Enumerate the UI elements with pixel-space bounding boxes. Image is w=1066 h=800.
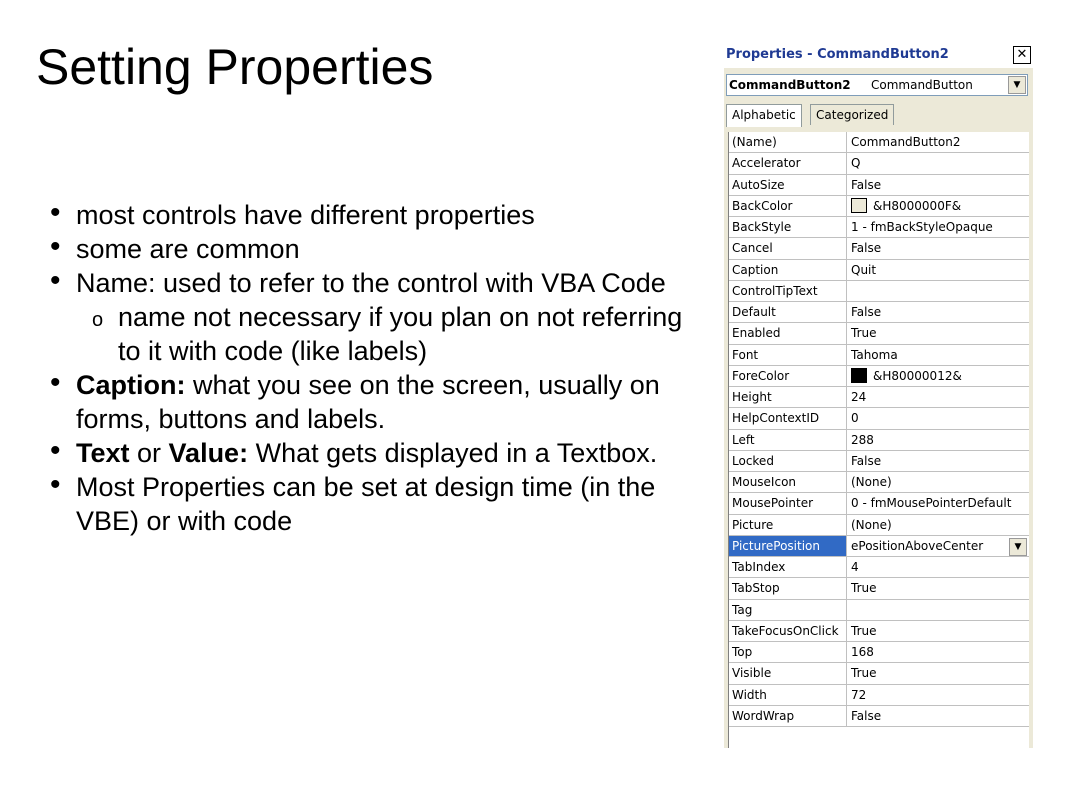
property-value-text: Q bbox=[851, 156, 861, 171]
property-value[interactable] bbox=[847, 642, 1029, 662]
property-value[interactable] bbox=[847, 430, 1029, 450]
property-value-text: Quit bbox=[851, 262, 877, 277]
property-row[interactable] bbox=[729, 557, 1029, 578]
property-value[interactable] bbox=[847, 536, 1029, 556]
property-value-text: False bbox=[851, 305, 882, 320]
property-value[interactable] bbox=[847, 387, 1029, 407]
property-value[interactable] bbox=[847, 472, 1029, 492]
object-type: CommandButton bbox=[871, 78, 973, 92]
property-name[interactable]: Width bbox=[729, 685, 847, 705]
property-name[interactable]: Top bbox=[729, 642, 847, 662]
property-value[interactable] bbox=[847, 451, 1029, 471]
property-row[interactable] bbox=[729, 642, 1029, 663]
bullet-text: most controls have different properties bbox=[76, 200, 535, 230]
object-name: CommandButton2 bbox=[729, 78, 851, 92]
bullet-item bbox=[50, 368, 710, 436]
bullet-text: what you see on the screen, usually on forms, buttons and labels. bbox=[76, 370, 660, 434]
property-name[interactable]: MousePointer bbox=[729, 493, 847, 513]
property-value[interactable] bbox=[847, 663, 1029, 683]
property-value[interactable] bbox=[847, 345, 1029, 365]
property-value[interactable] bbox=[847, 685, 1029, 705]
property-value[interactable] bbox=[847, 366, 1029, 386]
property-value-text: Tahoma bbox=[851, 347, 898, 362]
property-value[interactable] bbox=[847, 196, 1029, 216]
object-selector-dropdown[interactable] bbox=[726, 74, 1028, 96]
property-value[interactable] bbox=[847, 600, 1029, 620]
property-value-text: (None) bbox=[851, 475, 892, 490]
property-row[interactable] bbox=[729, 578, 1029, 599]
property-name[interactable]: Locked bbox=[729, 451, 847, 471]
chevron-down-icon[interactable]: ▼ bbox=[1008, 76, 1026, 94]
property-value[interactable] bbox=[847, 175, 1029, 195]
property-name[interactable]: Left bbox=[729, 430, 847, 450]
tab-categorized[interactable]: Categorized bbox=[810, 104, 894, 125]
property-value[interactable] bbox=[847, 621, 1029, 641]
property-name[interactable]: Font bbox=[729, 345, 847, 365]
property-value-text: 168 bbox=[851, 645, 874, 660]
property-name[interactable]: TabStop bbox=[729, 578, 847, 598]
property-name[interactable]: ControlTipText bbox=[729, 281, 847, 301]
bullet-bold-text: Text bbox=[76, 438, 130, 468]
property-row[interactable] bbox=[729, 238, 1029, 259]
property-value-text: CommandButton2 bbox=[851, 135, 961, 150]
property-name[interactable]: ForeColor bbox=[729, 366, 847, 386]
property-name[interactable]: HelpContextID bbox=[729, 408, 847, 428]
property-row[interactable] bbox=[729, 132, 1029, 153]
property-value-text: False bbox=[851, 241, 882, 256]
property-row[interactable] bbox=[729, 685, 1029, 706]
property-name[interactable]: Accelerator bbox=[729, 153, 847, 173]
property-value[interactable] bbox=[847, 578, 1029, 598]
property-name[interactable]: TakeFocusOnClick bbox=[729, 621, 847, 641]
property-value[interactable] bbox=[847, 238, 1029, 258]
property-value[interactable] bbox=[847, 493, 1029, 513]
property-name[interactable]: Visible bbox=[729, 663, 847, 683]
property-name[interactable]: Enabled bbox=[729, 323, 847, 343]
property-value-text: True bbox=[851, 581, 877, 596]
property-name[interactable]: Height bbox=[729, 387, 847, 407]
property-value-text: 4 bbox=[851, 560, 859, 575]
property-row[interactable] bbox=[729, 536, 1029, 557]
property-grid bbox=[728, 132, 1029, 748]
property-value[interactable] bbox=[847, 706, 1029, 726]
bullet-text: some are common bbox=[76, 234, 300, 264]
property-row[interactable] bbox=[729, 621, 1029, 642]
property-row[interactable] bbox=[729, 302, 1029, 323]
property-row[interactable] bbox=[729, 706, 1029, 727]
property-row[interactable] bbox=[729, 451, 1029, 472]
bullet-text: Most Properties can be set at design time (in the VBE) or with code bbox=[76, 472, 656, 536]
property-row[interactable] bbox=[729, 387, 1029, 408]
property-row[interactable] bbox=[729, 663, 1029, 684]
bullet-item bbox=[50, 232, 710, 266]
property-value-text: False bbox=[851, 453, 882, 468]
property-row[interactable] bbox=[729, 493, 1029, 514]
property-name[interactable]: BackStyle bbox=[729, 217, 847, 237]
property-row[interactable] bbox=[729, 408, 1029, 429]
property-value-text: True bbox=[851, 623, 877, 638]
properties-tabs bbox=[726, 104, 1026, 126]
bullet-list bbox=[50, 198, 710, 538]
bullet-text: Name: used to refer to the control with VBA Code bbox=[76, 268, 666, 298]
property-row[interactable] bbox=[729, 323, 1029, 344]
property-value-text: &H80000012& bbox=[873, 368, 962, 383]
bullet-item bbox=[50, 266, 710, 300]
bullet-text: What gets displayed in a Textbox. bbox=[248, 438, 658, 468]
tab-alphabetic[interactable]: Alphabetic bbox=[726, 104, 802, 127]
property-value-text: 288 bbox=[851, 432, 874, 447]
property-value[interactable] bbox=[847, 153, 1029, 173]
property-value-text: False bbox=[851, 708, 882, 723]
property-row[interactable] bbox=[729, 345, 1029, 366]
property-name[interactable]: Tag bbox=[729, 600, 847, 620]
property-name[interactable]: Caption bbox=[729, 260, 847, 280]
property-value-text: (None) bbox=[851, 517, 892, 532]
property-name[interactable]: MouseIcon bbox=[729, 472, 847, 492]
property-name[interactable]: AutoSize bbox=[729, 175, 847, 195]
property-value-text: 0 bbox=[851, 411, 859, 426]
property-row[interactable] bbox=[729, 430, 1029, 451]
property-value[interactable] bbox=[847, 557, 1029, 577]
property-value-text: 72 bbox=[851, 687, 867, 702]
property-value[interactable] bbox=[847, 260, 1029, 280]
property-value[interactable] bbox=[847, 408, 1029, 428]
property-value-text: ePositionAboveCenter bbox=[851, 538, 984, 553]
properties-window-title: Properties - CommandButton2 bbox=[726, 47, 949, 62]
property-row[interactable] bbox=[729, 260, 1029, 281]
property-value[interactable] bbox=[847, 515, 1029, 535]
property-name[interactable]: Default bbox=[729, 302, 847, 322]
property-value[interactable] bbox=[847, 281, 1029, 301]
property-row[interactable] bbox=[729, 515, 1029, 536]
property-value-text: 0 - fmMousePointerDefault bbox=[851, 496, 1012, 511]
property-row[interactable] bbox=[729, 175, 1029, 196]
property-name[interactable]: BackColor bbox=[729, 196, 847, 216]
property-row[interactable] bbox=[729, 196, 1029, 217]
bullet-text: name not necessary if you plan on not referring to it with code (like labels) bbox=[118, 302, 683, 366]
close-icon[interactable]: ✕ bbox=[1013, 46, 1031, 64]
bullet-item bbox=[50, 436, 710, 470]
bullet-item bbox=[50, 470, 710, 538]
bullet-text: or bbox=[129, 438, 169, 468]
color-swatch bbox=[851, 198, 867, 213]
property-value[interactable] bbox=[847, 217, 1029, 237]
slide-title: Setting Properties bbox=[36, 39, 434, 95]
property-value-text: 24 bbox=[851, 390, 867, 405]
property-value[interactable] bbox=[847, 323, 1029, 343]
property-row[interactable] bbox=[729, 281, 1029, 302]
property-value-text: False bbox=[851, 177, 882, 192]
property-row[interactable] bbox=[729, 217, 1029, 238]
property-value[interactable] bbox=[847, 132, 1029, 152]
bullet-item bbox=[50, 198, 710, 232]
properties-window bbox=[724, 42, 1033, 748]
property-value-text: True bbox=[851, 666, 877, 681]
sub-bullet-item bbox=[50, 300, 710, 368]
property-name[interactable]: Cancel bbox=[729, 238, 847, 258]
property-value-text: True bbox=[851, 326, 877, 341]
property-value-text: 1 - fmBackStyleOpaque bbox=[851, 220, 993, 235]
property-name[interactable]: PicturePosition bbox=[729, 536, 847, 556]
property-value[interactable] bbox=[847, 302, 1029, 322]
property-row[interactable] bbox=[729, 472, 1029, 493]
property-value-text: &H8000000F& bbox=[873, 198, 962, 213]
properties-titlebar[interactable] bbox=[724, 42, 1033, 68]
bullet-bold-text: Caption: bbox=[76, 370, 186, 400]
chevron-down-icon[interactable]: ▼ bbox=[1009, 538, 1027, 556]
property-name[interactable]: WordWrap bbox=[729, 706, 847, 726]
property-row[interactable] bbox=[729, 153, 1029, 174]
property-name[interactable]: TabIndex bbox=[729, 557, 847, 577]
bullet-bold-text: Value: bbox=[168, 438, 249, 468]
property-row[interactable] bbox=[729, 366, 1029, 387]
property-name[interactable]: (Name) bbox=[729, 132, 847, 152]
property-row[interactable] bbox=[729, 600, 1029, 621]
property-name[interactable]: Picture bbox=[729, 515, 847, 535]
color-swatch bbox=[851, 368, 867, 383]
